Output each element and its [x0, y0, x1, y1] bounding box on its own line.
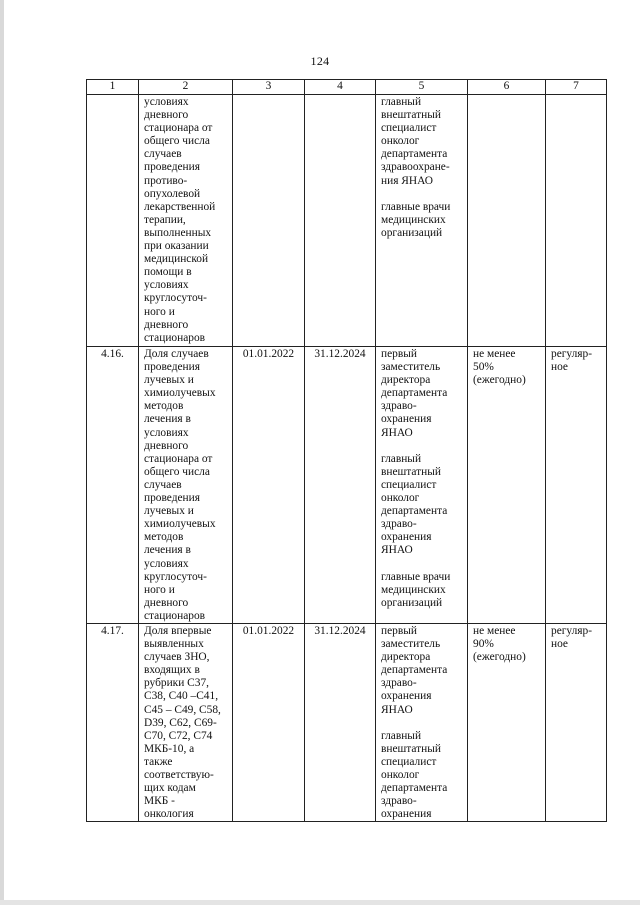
- header-cell-4: 4: [305, 80, 376, 95]
- header-cell-1: 1: [87, 80, 139, 95]
- row-number: [87, 95, 138, 96]
- row-number-cell: [87, 95, 139, 347]
- target-value-cell: [468, 623, 546, 821]
- responsible-cell: [376, 623, 468, 821]
- page-number: 124: [310, 54, 330, 68]
- row-number: 4.16.: [101, 348, 124, 360]
- responsible: первый заместитель директора департамента здраво- охранения ЯНАО главный внештатный специалист онколог департамента здраво- охранения ЯНАО главные врачи медицинских организаций: [381, 348, 451, 609]
- document-table: [86, 79, 607, 822]
- frequency: регуляр- ное: [551, 348, 593, 374]
- frequency-cell: [546, 623, 607, 821]
- end-date: [305, 95, 375, 96]
- row-number: 4.17.: [101, 624, 124, 637]
- end-date: 31.12.2024: [314, 624, 366, 637]
- responsible: первый заместитель директора департамента здраво- охранения ЯНАО главный внештатный специалист онколог департамента здраво- охранения: [381, 624, 448, 821]
- target-value: не менее 50% (ежегодно): [473, 348, 526, 387]
- scan-bottom-edge: [0, 900, 640, 905]
- end-date-cell: [305, 623, 376, 821]
- header-cell-6: 6: [468, 80, 546, 95]
- row-number-cell: [87, 347, 139, 624]
- header-cell-3: 3: [233, 80, 305, 95]
- row-number-cell: [87, 623, 139, 821]
- responsible: главный внештатный специалист онколог департамента здравоохране- ния ЯНАО главные врачи медицинских организаций: [381, 96, 451, 239]
- frequency: регуляр- ное: [551, 624, 593, 651]
- table-row: [87, 347, 607, 624]
- target-value: [468, 95, 545, 96]
- target-value-cell: [468, 347, 546, 624]
- scan-left-edge: [0, 0, 4, 905]
- indicator-name-cell: [139, 95, 233, 347]
- responsible-cell: [376, 95, 468, 347]
- start-date-cell: [233, 95, 305, 347]
- end-date: 31.12.2024: [314, 348, 366, 360]
- responsible-cell: [376, 347, 468, 624]
- start-date: 01.01.2022: [242, 624, 295, 637]
- end-date-cell: [305, 347, 376, 624]
- header-row: [87, 80, 607, 95]
- end-date-cell: [305, 95, 376, 347]
- start-date-cell: [233, 347, 305, 624]
- indicator-name: Доля впервые выявленных случаев ЗНО, входящих в рубрики С37, С38, С40 –С41, С45 – С49, С58, D39, С62, С69- С70, С72, С74 МКБ-10, а также соответствую- щих кодам МКБ - онкология: [144, 624, 221, 821]
- target-value: не менее 90% (ежегодно): [473, 624, 526, 664]
- start-date: [233, 95, 304, 96]
- header-cell-2: 2: [139, 80, 233, 95]
- indicator-name-cell: [139, 347, 233, 624]
- table-row: [87, 95, 607, 347]
- target-value-cell: [468, 95, 546, 347]
- frequency-cell: [546, 347, 607, 624]
- start-date-cell: [233, 623, 305, 821]
- frequency-cell: [546, 95, 607, 347]
- table-row: [87, 623, 607, 821]
- indicator-name: условиях дневного стационара от общего числа случаев проведения противо- опухолевой лекарственной терапии, выполненных при оказании медицинской помощи в условиях круглосуточ- ного и дневного стационаров: [144, 96, 216, 344]
- frequency: [546, 95, 606, 96]
- indicator-name: Доля случаев проведения лучевых и химиолучевых методов лечения в условиях дневного стационара от общего числа случаев проведения лучевых и химиолучевых методов лечения в условиях круглосуточ- ного и дневного стационаров: [144, 348, 216, 622]
- header-cell-7: 7: [546, 80, 607, 95]
- indicator-name-cell: [139, 623, 233, 821]
- start-date: 01.01.2022: [242, 348, 295, 360]
- header-cell-5: 5: [376, 80, 468, 95]
